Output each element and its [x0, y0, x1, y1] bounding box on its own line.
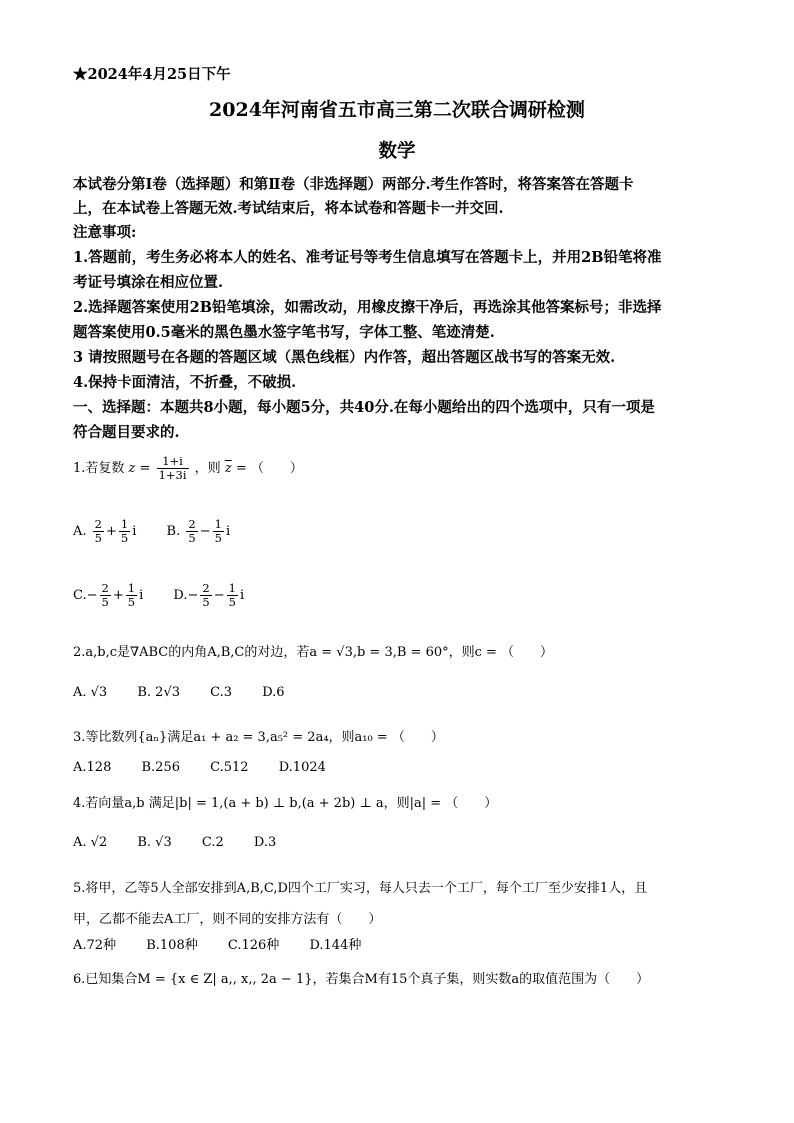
- section-1-heading-b: 符合题目要求的.: [73, 424, 180, 441]
- q5-option-a[interactable]: A.72种: [73, 938, 117, 953]
- q2-options: [73, 685, 311, 700]
- q1-options-row-1: [73, 518, 256, 545]
- q2-option-c[interactable]: C.3: [210, 685, 233, 700]
- notice-4: 4.保持卡面清洁，不折叠，不破损.: [73, 374, 297, 391]
- question-5-line-1: 5.将甲，乙等5人全部安排到A,B,C,D四个工厂实习，每人只去一个工厂，每个工厂至少安排1人，且: [73, 881, 648, 896]
- q1-fraction: $\frac{1+i}{1+3i}$: [158, 454, 187, 483]
- notice-3: 3 请按照题号在各题的答题区域（黑色线框）内作答，超出答题区战书写的答案无效.: [73, 349, 616, 366]
- q1-option-a[interactable]: A. $\frac{2}{5}$ + $\frac{1}{5}$ i: [73, 517, 137, 546]
- q2-option-b[interactable]: B. 2√3: [137, 685, 181, 700]
- q4-option-d[interactable]: D.3: [253, 835, 277, 850]
- notice-1a: 1.答题前，考生务必将本人的姓名、准考证号等考生信息填写在答题卡上，并用2B铅笔将准: [73, 249, 662, 266]
- q4-option-a[interactable]: A. √2: [73, 835, 108, 850]
- q5-options: [73, 934, 387, 953]
- q3-option-b[interactable]: B.256: [141, 760, 180, 775]
- q4-option-b[interactable]: B. √3: [137, 835, 172, 850]
- q4-option-c[interactable]: C.2: [201, 835, 224, 850]
- question-2: 2.a,b,c是∇ABC的内角A,B,C的对边，若a = √3,b = 3,B = 60°，则c = （ ）: [73, 645, 554, 660]
- q5-option-c[interactable]: C.126种: [227, 938, 280, 953]
- intro-line-1: 本试卷分第Ⅰ卷（选择题）和第Ⅱ卷（非选择题）两部分.考生作答时，将答案答在答题卡: [73, 176, 634, 193]
- notice-title: 注意事项:: [73, 224, 137, 241]
- question-1: 1.若复数 z = $\frac{1+i}{1+3i}$ ，则 $\overline{z}$ = （ ）: [73, 454, 303, 483]
- q3-options: [73, 760, 352, 775]
- exam-title: 2024年河南省五市高三第二次联合调研检测: [209, 99, 585, 121]
- q2-option-a[interactable]: A. √3: [73, 685, 108, 700]
- q1-options-row-2: [73, 582, 270, 609]
- q5-option-b[interactable]: B.108种: [146, 938, 198, 953]
- q1-option-d[interactable]: D.− $\frac{2}{5}$ − $\frac{1}{5}$ i: [173, 581, 245, 610]
- q3-option-d[interactable]: D.1024: [278, 760, 326, 775]
- q2-option-d[interactable]: D.6: [262, 685, 285, 700]
- question-4: 4.若向量a,b 满足|b| = 1,(a + b) ⊥ b,(a + 2b) ⊥ a，则|a| = （ ）: [73, 796, 498, 811]
- question-6: 6.已知集合M = {x ∈ Z| a,, x,, 2a − 1}，若集合M有15个真子集，则实数a的取值范围为（ ）: [73, 972, 650, 987]
- q1-option-c[interactable]: C.− $\frac{2}{5}$ + $\frac{1}{5}$ i: [73, 581, 144, 610]
- notice-2a: 2.选择题答案使用2B铅笔填涂，如需改动，用橡皮擦干净后，再选涂其他答案标号；非选择: [73, 299, 662, 316]
- notice-2b: 题答案使用0.5毫米的黑色墨水签字笔书写，字体工整、笔迹清楚.: [73, 324, 495, 341]
- notice-1b: 考证号填涂在相应位置.: [73, 274, 224, 291]
- exam-subject: 数学: [378, 141, 416, 162]
- intro-line-2: 上，在本试卷上答题无效.考试结束后，将本试卷和答题卡一并交回.: [73, 200, 504, 217]
- q3-option-a[interactable]: A.128: [73, 760, 112, 775]
- question-5-line-2: 甲，乙都不能去A工厂，则不同的安排方法有（ ）: [73, 912, 382, 927]
- q3-option-c[interactable]: C.512: [210, 760, 249, 775]
- section-1-heading-a: 一、选择题：本题共8小题，每小题5分，共40分.在每小题给出的四个选项中，只有一项是: [73, 399, 655, 416]
- q1-option-b[interactable]: B. $\frac{2}{5}$ − $\frac{1}{5}$ i: [166, 517, 231, 546]
- question-3: 3.等比数列{aₙ}满足a₁ + a₂ = 3,a₅² = 2a₄，则a₁₀ = （ ）: [73, 730, 444, 745]
- exam-date: ★2024年4月25日下午: [73, 66, 231, 83]
- q4-options: [73, 835, 302, 850]
- q5-option-d[interactable]: D.144种: [309, 938, 362, 953]
